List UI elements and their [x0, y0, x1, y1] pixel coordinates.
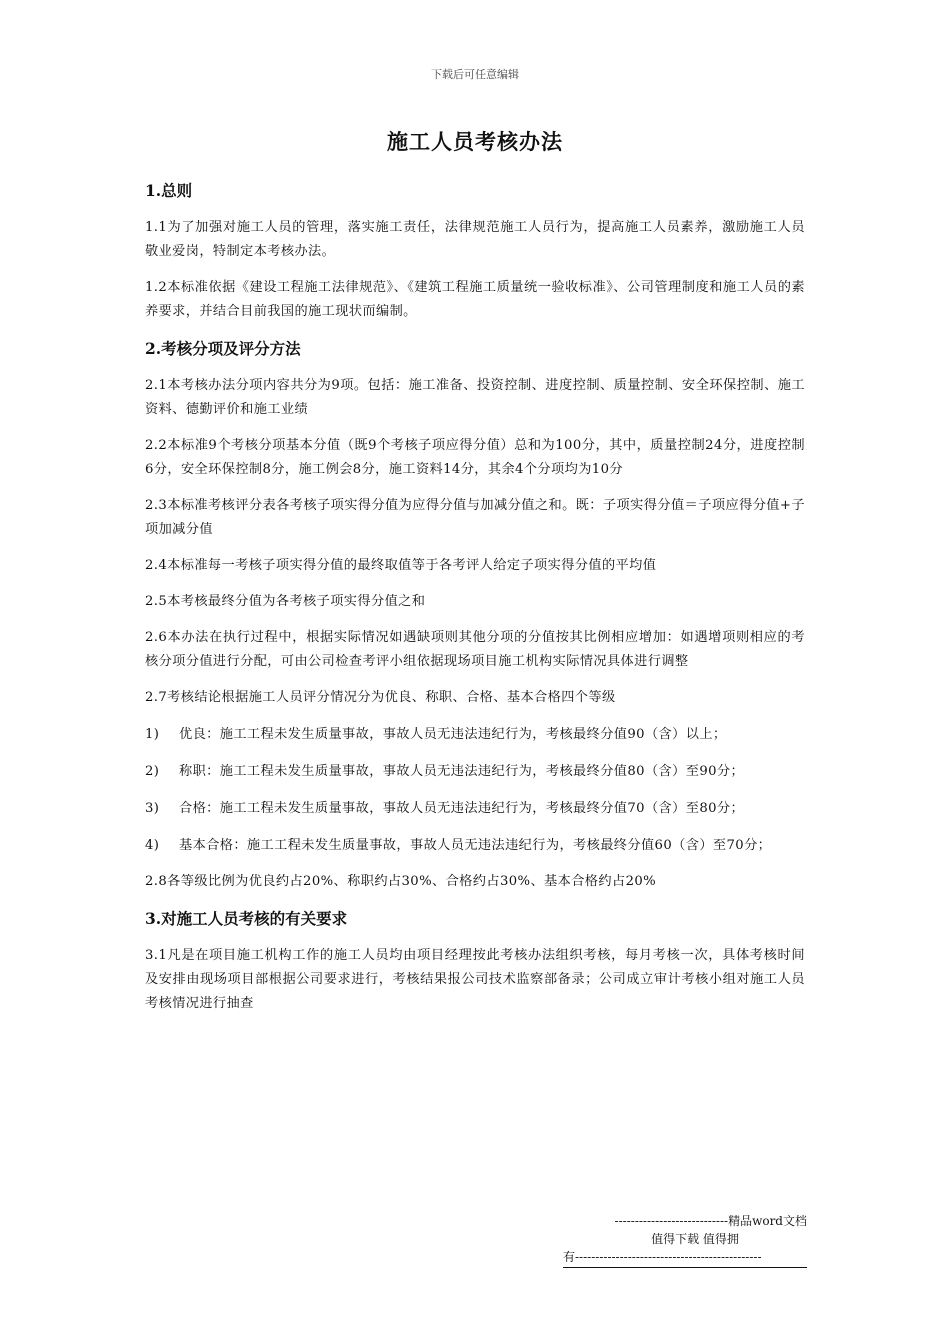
document-body: [145, 178, 805, 1028]
list-text: 称职：施工工程未发生质量事故，事故人员无违法违纪行为，考核最终分值80（含）至90分；: [179, 764, 745, 779]
list-number: 3): [145, 801, 160, 816]
paragraph-3-1: 3.1凡是在项目施工机构工作的施工人员均由项目经理按此考核办法组织考核，每月考核一次，具体考核时间及安排由现场项目部根据公司要求进行，考核结果报公司技术监察部备录；公司成立审计考核小组对施工人员考核情况进行抽查: [145, 948, 805, 1011]
paragraph-2-1: 2.1本考核办法分项内容共分为9项。包括：施工准备、投资控制、进度控制、质量控制、安全环保控制、施工资料、德勤评价和施工业绩: [145, 378, 805, 417]
grade-list-item: [145, 833, 805, 858]
paragraph-2-4: 2.4本标准每一考核子项实得分值的最终取值等于各考评人给定子项实得分值的平均值: [145, 558, 657, 573]
page-footer: [563, 1212, 807, 1268]
paragraph-2-8: 2.8各等级比例为优良约占20%、称职约占30%、合格约占30%、基本合格约占20%: [145, 874, 657, 889]
footer-line-2: 值得下载 值得拥: [651, 1232, 739, 1246]
grade-list-item: [145, 722, 805, 747]
paragraph-2-2: 2.2本标准9个考核分项基本分值（既9个考核子项应得分值）总和为100分，其中，质量控制24分，进度控制6分，安全环保控制8分，施工例会8分，施工资料14分，其余4个分项均为10分: [145, 438, 805, 477]
paragraph-1-1: 1.1为了加强对施工人员的管理，落实施工责任，法律规范施工人员行为，提高施工人员素养，激励施工人员敬业爱岗，特制定本考核办法。: [145, 220, 805, 259]
section-heading-requirements: 3.对施工人员考核的有关要求: [145, 909, 348, 928]
list-number: 4): [145, 838, 160, 853]
paragraph-2-7: 2.7考核结论根据施工人员评分情况分为优良、称职、合格、基本合格四个等级: [145, 690, 616, 705]
list-text: 优良：施工工程未发生质量事故，事故人员无违法违纪行为，考核最终分值90（含）以上；: [179, 727, 727, 742]
section-heading-scoring: 2.考核分项及评分方法: [145, 339, 301, 358]
grade-list-item: [145, 759, 805, 784]
document-title: 施工人员考核办法: [387, 129, 563, 154]
paragraph-2-5: 2.5本考核最终分值为各考核子项实得分值之和: [145, 594, 426, 609]
page-header: 下载后可任意编辑: [431, 68, 519, 81]
list-number: 2): [145, 764, 160, 779]
section-heading-general: 1.总则: [145, 181, 193, 200]
list-number: 1): [145, 727, 160, 742]
footer-line-1: ----------------------------精品word文档: [614, 1214, 807, 1228]
paragraph-1-2: 1.2本标准依据《建设工程施工法律规范》、《建筑工程施工质量统一验收标准》、公司管理制度和施工人员的素养要求，并结合目前我国的施工现状而编制。: [145, 280, 805, 319]
grade-list-item: [145, 796, 805, 821]
footer-line-3: 有----------------------------------------------: [563, 1248, 807, 1268]
paragraph-2-6: 2.6本办法在执行过程中，根据实际情况如遇缺项则其他分项的分值按其比例相应增加：如遇增项则相应的考核分项分值进行分配，可由公司检查考评小组依据现场项目施工机构实际情况具体进行调整: [145, 630, 805, 669]
list-text: 基本合格：施工工程未发生质量事故，事故人员无违法违纪行为，考核最终分值60（含）至70分；: [179, 838, 772, 853]
list-text: 合格：施工工程未发生质量事故，事故人员无违法违纪行为，考核最终分值70（含）至80分；: [179, 801, 745, 816]
paragraph-2-3: 2.3本标准考核评分表各考核子项实得分值为应得分值与加减分值之和。既：子项实得分值＝子项应得分值+子项加减分值: [145, 498, 805, 537]
